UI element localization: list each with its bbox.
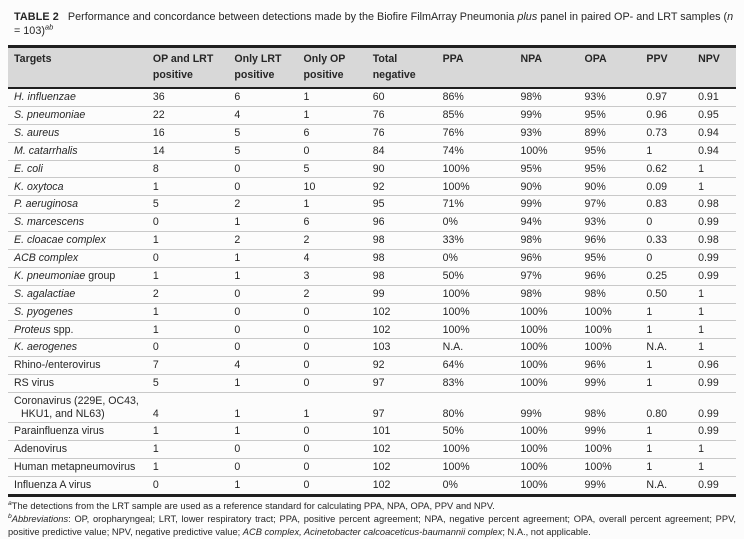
column-header-total: Total negative — [373, 47, 443, 89]
column-header-only-op: Only OP positive — [304, 47, 373, 89]
table-row — [8, 441, 736, 459]
cell-value: 93% — [520, 124, 584, 142]
cell-value: 100% — [585, 459, 647, 477]
cell-value: 0.94 — [698, 124, 736, 142]
cell-value: 6 — [234, 91, 241, 104]
cell-value: 76 — [373, 106, 443, 124]
cell-value: 0.99 — [698, 267, 736, 285]
cell-value: 1 — [646, 142, 698, 160]
column-header-ppa: PPA — [443, 47, 521, 89]
cell-value: 0.99 — [698, 392, 736, 422]
cell-value: 0.83 — [646, 196, 698, 214]
cell-value: 1 — [646, 459, 698, 477]
cell-value: 90% — [520, 178, 584, 196]
cell-value: 1 — [153, 178, 235, 196]
cell-value: 100% — [520, 375, 584, 393]
cell-value: 50% — [443, 423, 521, 441]
cell-value: 100% — [443, 160, 521, 178]
cell-value: 0.99 — [698, 476, 736, 495]
cell-value: 1 — [303, 91, 310, 104]
cell-value: 99 — [373, 285, 443, 303]
cell-value: 90 — [373, 160, 443, 178]
cell-value: 64% — [443, 357, 521, 375]
target-name: RS virus — [8, 375, 153, 393]
footnote-b-abbreviations: Abbreviations — [11, 514, 69, 525]
cell-value: 90% — [585, 178, 647, 196]
cell-value: 22 — [153, 106, 235, 124]
cell-value: 1 — [304, 392, 373, 422]
footnote-a — [8, 500, 736, 513]
table-row — [8, 178, 736, 196]
table-row — [8, 232, 736, 250]
cell-value: 2 — [304, 232, 373, 250]
cell-value: 0.99 — [698, 375, 736, 393]
cell-value: 2 — [153, 285, 235, 303]
cell-value: 36 — [152, 91, 165, 104]
table-row — [8, 321, 736, 339]
cell-value: 4 — [304, 249, 373, 267]
cell-value: 6 — [304, 124, 373, 142]
cell-value: 71% — [443, 196, 521, 214]
cell-value: 84 — [373, 142, 443, 160]
cell-value: 1 — [153, 232, 235, 250]
cell-value: 50% — [443, 267, 521, 285]
cell-value: 102 — [373, 459, 443, 477]
cell-value: 1 — [698, 178, 736, 196]
target-name: E. cloacae complex — [8, 232, 153, 250]
cell-value: 1 — [153, 303, 235, 321]
cell-value: 2 — [304, 285, 373, 303]
cell-value: 14 — [153, 142, 235, 160]
footnote-a-text: The detections from the LRT sample are used as a reference standard for calculating PPA, NPA, OPA, PPV and NPV. — [11, 501, 495, 512]
target-name: Coronavirus (229E, OC43, HKU1, and NL63) — [8, 392, 153, 422]
cell-value: 0.99 — [698, 423, 736, 441]
target-name: Human metapneumovirus — [8, 459, 153, 477]
cell-value: 1 — [646, 375, 698, 393]
cell-value: 1 — [234, 476, 303, 495]
cell-value: 0 — [304, 357, 373, 375]
cell-value: 2 — [234, 196, 303, 214]
cell-value: 1 — [234, 423, 303, 441]
header-row — [8, 47, 736, 89]
cell-value: 100% — [520, 321, 584, 339]
table-row — [8, 392, 736, 422]
footnote-b-italic-acb: ACB complex, Acinetobacter calcoaceticus-baumannii complex — [242, 526, 503, 537]
cell-value: 0.33 — [646, 232, 698, 250]
cell-value: N.A. — [646, 339, 698, 357]
table-row — [8, 303, 736, 321]
cell-value: 100% — [443, 459, 521, 477]
cell-value: 33% — [443, 232, 521, 250]
cell-value: 98% — [520, 232, 584, 250]
cell-value: 97% — [520, 267, 584, 285]
cell-value: 1 — [234, 214, 303, 232]
footnote-b-marker: b — [8, 512, 12, 520]
cell-value: 99% — [520, 106, 584, 124]
cell-value: 98% — [585, 285, 647, 303]
cell-value: 1 — [304, 106, 373, 124]
cell-value: 100% — [520, 423, 584, 441]
target-name: Rhino-/enterovirus — [8, 357, 153, 375]
target-name: S. pyogenes — [8, 303, 153, 321]
cell-value: 3 — [304, 267, 373, 285]
cell-value: 0.95 — [698, 106, 736, 124]
target-name: ACB complex — [8, 249, 153, 267]
table-row — [8, 476, 736, 495]
cell-value: 92 — [373, 178, 443, 196]
cell-value: 97 — [373, 375, 443, 393]
cell-value: 1 — [698, 441, 736, 459]
cell-value: 0 — [304, 303, 373, 321]
table-row — [8, 285, 736, 303]
cell-value: 98 — [373, 249, 443, 267]
cell-value: 100% — [443, 178, 521, 196]
cell-value: 0 — [304, 321, 373, 339]
cell-value: 98 — [373, 267, 443, 285]
cell-value: 1 — [234, 267, 303, 285]
cell-value: 0.98 — [698, 196, 736, 214]
table-row — [8, 124, 736, 142]
cell-value: 100% — [520, 357, 584, 375]
cell-value: N.A. — [443, 339, 521, 357]
column-header-npa: NPA — [520, 47, 584, 89]
cell-value: 1 — [234, 375, 303, 393]
cell-value: 1 — [646, 423, 698, 441]
cell-value: 4 — [153, 392, 235, 422]
cell-value: 86% — [442, 91, 464, 104]
cell-value: 0 — [304, 459, 373, 477]
cell-value: 97 — [373, 392, 443, 422]
cell-value: 101 — [373, 423, 443, 441]
cell-value: 85% — [443, 106, 521, 124]
cell-value: 98 — [373, 232, 443, 250]
cell-value: 95% — [585, 142, 647, 160]
cell-value: 0% — [443, 249, 521, 267]
cell-value: 0.80 — [646, 392, 698, 422]
cell-value: 96 — [373, 214, 443, 232]
cell-value: 0.73 — [646, 124, 698, 142]
table-header — [8, 47, 736, 89]
cell-value: 5 — [304, 160, 373, 178]
cell-value: 98% — [520, 285, 584, 303]
table-caption — [14, 10, 736, 38]
cell-value: 0.99 — [698, 249, 736, 267]
target-name: P. aeruginosa — [8, 196, 153, 214]
cell-value: 99% — [520, 196, 584, 214]
cell-value: 0 — [153, 249, 235, 267]
cell-value: 0 — [646, 214, 698, 232]
cell-value: 0% — [443, 476, 521, 495]
caption-italic-plus: plus — [517, 11, 538, 23]
cell-value: 1 — [646, 303, 698, 321]
table-row — [8, 339, 736, 357]
cell-value: 1 — [304, 196, 373, 214]
cell-value: 74% — [443, 142, 521, 160]
cell-value: 0 — [234, 178, 303, 196]
table-row — [8, 357, 736, 375]
cell-value: 100% — [520, 339, 584, 357]
cell-value: 0 — [304, 339, 373, 357]
table-row — [8, 214, 736, 232]
cell-value: 95 — [373, 196, 443, 214]
cell-value: 1 — [698, 160, 736, 178]
cell-value: 100% — [443, 321, 521, 339]
cell-value: 1 — [234, 249, 303, 267]
cell-value: 0.09 — [646, 178, 698, 196]
caption-text-2: panel in paired OP- and LRT samples ( — [537, 11, 728, 23]
table-row — [8, 88, 736, 106]
cell-value: 98% — [585, 392, 647, 422]
footnote-b-text-2: ; N.A., not applicable. — [502, 526, 591, 537]
cell-value: 0 — [304, 423, 373, 441]
cell-value: 1 — [698, 459, 736, 477]
cell-value: 5 — [153, 375, 235, 393]
cell-value: 1 — [234, 392, 303, 422]
cell-value: 100% — [443, 303, 521, 321]
cell-value: 96% — [585, 232, 647, 250]
target-name: H. influenzae — [14, 91, 76, 104]
cell-value: 1 — [153, 267, 235, 285]
cell-value: 100% — [585, 321, 647, 339]
cell-value: 1 — [698, 339, 736, 357]
cell-value: 0 — [234, 339, 303, 357]
cell-value: 95% — [585, 249, 647, 267]
cell-value: 0 — [304, 375, 373, 393]
cell-value: 99% — [585, 375, 647, 393]
column-header-ppv: PPV — [646, 47, 698, 89]
cell-value: 97% — [585, 196, 647, 214]
cell-value: 0.98 — [698, 232, 736, 250]
footnote-a-marker: a — [8, 500, 12, 508]
cell-value: 1 — [646, 441, 698, 459]
cell-value: 0 — [234, 321, 303, 339]
caption-footnote-marker: ab — [44, 22, 54, 32]
cell-value: 16 — [153, 124, 235, 142]
cell-value: 0.91 — [698, 91, 719, 104]
cell-value: 94% — [520, 214, 584, 232]
column-header-npv: NPV — [698, 47, 736, 89]
cell-value: 100% — [443, 441, 521, 459]
cell-value: 1 — [646, 321, 698, 339]
cell-value: 95% — [585, 160, 647, 178]
cell-value: 0.99 — [698, 214, 736, 232]
cell-value: 0 — [153, 214, 235, 232]
cell-value: 100% — [520, 476, 584, 495]
cell-value: 76 — [373, 124, 443, 142]
cell-value: 7 — [153, 357, 235, 375]
table-body — [8, 88, 736, 495]
target-name: Adenovirus — [8, 441, 153, 459]
target-name: K. pneumoniae group — [8, 267, 153, 285]
cell-value: 0 — [234, 160, 303, 178]
table-row — [8, 142, 736, 160]
cell-value: 1 — [153, 459, 235, 477]
target-name: S. marcescens — [8, 214, 153, 232]
cell-value: 0.96 — [698, 357, 736, 375]
target-name: Proteus spp. — [8, 321, 153, 339]
cell-value: 0 — [304, 142, 373, 160]
table-row — [8, 267, 736, 285]
table-row — [8, 106, 736, 124]
cell-value: 6 — [304, 214, 373, 232]
table-number-label: TABLE 2 — [14, 11, 59, 23]
column-header-opa: OPA — [585, 47, 647, 89]
cell-value: 102 — [373, 441, 443, 459]
cell-value: 1 — [646, 357, 698, 375]
cell-value: N.A. — [646, 476, 698, 495]
cell-value: 99% — [520, 392, 584, 422]
cell-value: 100% — [520, 303, 584, 321]
cell-value: 8 — [153, 160, 235, 178]
cell-value: 60 — [372, 91, 385, 104]
cell-value: 0 — [153, 339, 235, 357]
cell-value: 0 — [304, 476, 373, 495]
table-row — [8, 160, 736, 178]
cell-value: 95% — [585, 106, 647, 124]
caption-text-1: Performance and concordance between detections made by the Biofire FilmArray Pneumonia — [67, 11, 518, 23]
cell-value: 5 — [234, 124, 303, 142]
cell-value: 0 — [304, 441, 373, 459]
target-name: Parainfluenza virus — [8, 423, 153, 441]
cell-value: 96% — [585, 357, 647, 375]
results-table — [8, 45, 736, 497]
cell-value: 80% — [443, 392, 521, 422]
cell-value: 1 — [698, 321, 736, 339]
cell-value: 100% — [585, 441, 647, 459]
cell-value: 102 — [373, 303, 443, 321]
cell-value: 1 — [698, 303, 736, 321]
target-name: S. pneumoniae — [8, 106, 153, 124]
table-row — [8, 375, 736, 393]
cell-value: 0.97 — [646, 91, 668, 104]
cell-value: 0.62 — [646, 160, 698, 178]
cell-value: 0.25 — [646, 267, 698, 285]
cell-value: 96% — [520, 249, 584, 267]
cell-value: 0 — [234, 285, 303, 303]
cell-value: 4 — [234, 357, 303, 375]
cell-value: 99% — [585, 476, 647, 495]
target-name: S. agalactiae — [8, 285, 153, 303]
cell-value: 0% — [443, 214, 521, 232]
cell-value: 93% — [585, 214, 647, 232]
cell-value: 1 — [153, 441, 235, 459]
cell-value: 2 — [234, 232, 303, 250]
column-header-targets: Targets — [8, 47, 153, 89]
cell-value: 99% — [585, 423, 647, 441]
cell-value: 76% — [443, 124, 521, 142]
cell-value: 1 — [153, 423, 235, 441]
cell-value: 83% — [443, 375, 521, 393]
cell-value: 0 — [153, 476, 235, 495]
cell-value: 93% — [584, 91, 606, 104]
cell-value: 0 — [646, 249, 698, 267]
cell-value: 95% — [520, 160, 584, 178]
cell-value: 10 — [304, 178, 373, 196]
cell-value: 100% — [585, 303, 647, 321]
table-row — [8, 196, 736, 214]
cell-value: 1 — [153, 321, 235, 339]
cell-value: 100% — [520, 441, 584, 459]
cell-value: 92 — [373, 357, 443, 375]
cell-value: 0.50 — [646, 285, 698, 303]
table-row — [8, 459, 736, 477]
target-name: M. catarrhalis — [8, 142, 153, 160]
cell-value: 5 — [234, 142, 303, 160]
cell-value: 100% — [443, 285, 521, 303]
cell-value: 0 — [234, 303, 303, 321]
column-header-only-lrt: Only LRT positive — [234, 47, 303, 89]
cell-value: 102 — [373, 476, 443, 495]
cell-value: 5 — [153, 196, 235, 214]
cell-value: 103 — [373, 339, 443, 357]
target-name: E. coli — [8, 160, 153, 178]
target-name: K. oxytoca — [8, 178, 153, 196]
footnotes — [8, 500, 736, 538]
cell-value: 0.94 — [698, 142, 736, 160]
footnote-b — [8, 513, 736, 539]
cell-value: 100% — [520, 459, 584, 477]
cell-value: 102 — [373, 321, 443, 339]
cell-value: 100% — [585, 339, 647, 357]
cell-value: 0 — [234, 441, 303, 459]
cell-value: 100% — [520, 142, 584, 160]
caption-text-3: = 103) — [14, 25, 45, 37]
caption-italic-n: n — [727, 11, 734, 23]
cell-value: 0.96 — [646, 106, 698, 124]
cell-value: 0 — [234, 459, 303, 477]
column-header-op-and-lrt: OP and LRT positive — [153, 47, 235, 89]
cell-value: 89% — [585, 124, 647, 142]
table-row — [8, 249, 736, 267]
target-name: K. aerogenes — [8, 339, 153, 357]
target-name: Influenza A virus — [8, 476, 153, 495]
cell-value: 4 — [234, 106, 303, 124]
cell-value: 98% — [520, 91, 542, 104]
cell-value: 96% — [585, 267, 647, 285]
target-name: S. aureus — [8, 124, 153, 142]
footnote-b-text-1: : OP, oropharyngeal; LRT, lower respiratory tract; PPA, positive percent agreement; NPA, negative percent agreement; OPA, overall percent agreement; PPV, positive predictive value; NPV, negative predictive value; — [8, 514, 736, 537]
cell-value: 1 — [698, 285, 736, 303]
table-row — [8, 423, 736, 441]
